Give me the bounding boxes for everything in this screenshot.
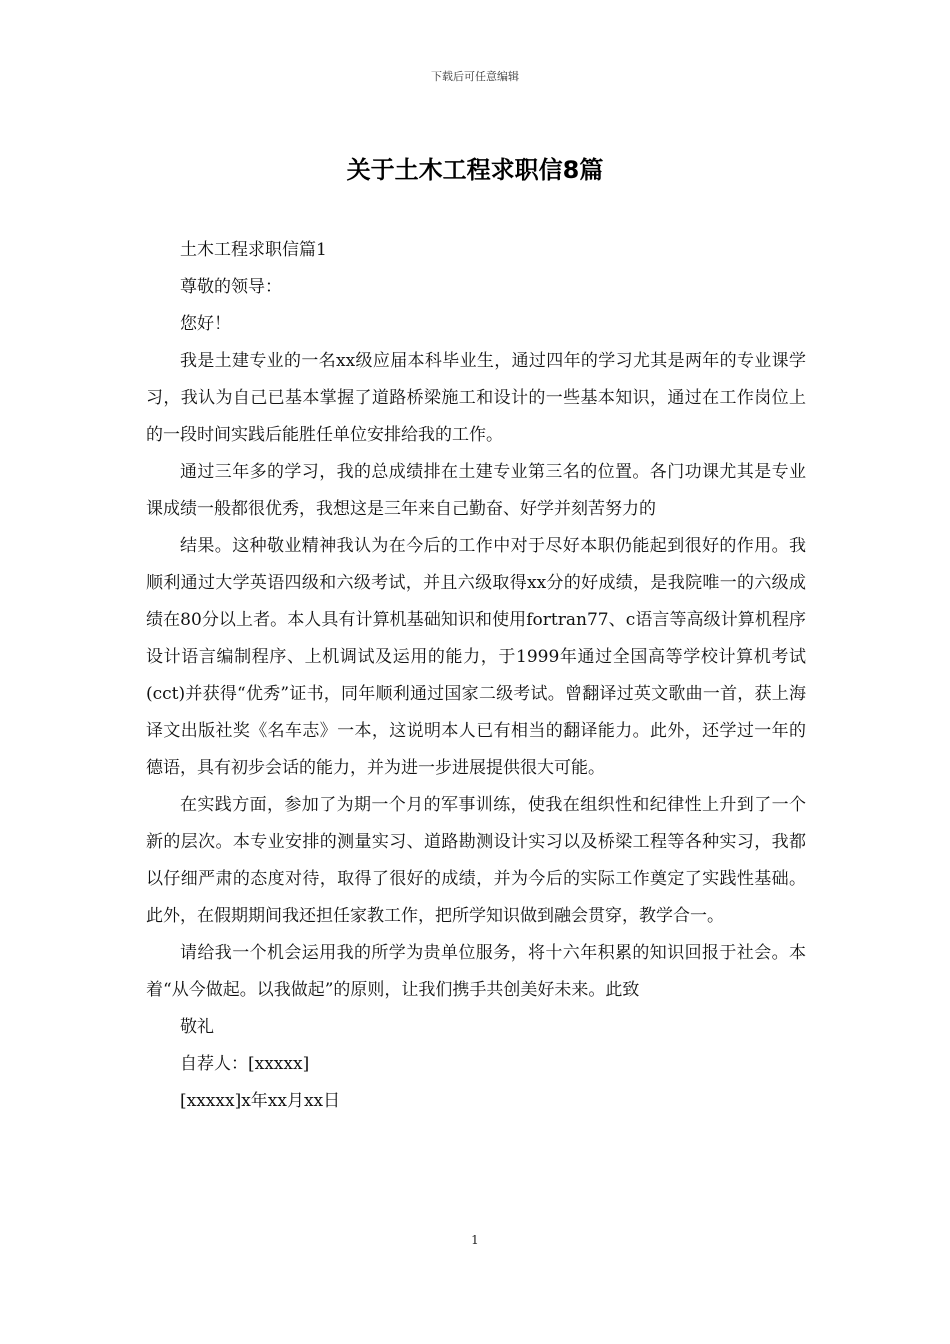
header-note: 下载后可任意编辑 [431, 70, 519, 83]
salutation: 尊敬的领导： [180, 277, 282, 297]
letter-body [146, 232, 806, 1120]
paragraph: 我是土建专业的一名xx级应届本科毕业生，通过四年的学习尤其是两年的专业课学习，我认为自己已基本掌握了道路桥梁施工和设计的一些基本知识，通过在工作岗位上的一段时间实践后能胜任单位安排给我的工作。 [146, 351, 806, 445]
paragraph: 在实践方面，参加了为期一个月的军事训练，使我在组织性和纪律性上升到了一个新的层次。本专业安排的测量实习、道路勘测设计实习以及桥梁工程等各种实习，我都以仔细严肃的态度对待，取得了很好的成绩，并为今后的实际工作奠定了实践性基础。此外，在假期期间我还担任家教工作，把所学知识做到融会贯穿，教学合一。 [146, 795, 806, 926]
page-number: 1 [471, 1233, 479, 1247]
signature: 自荐人：[xxxxx] [180, 1054, 310, 1074]
paragraph: 通过三年多的学习，我的总成绩排在土建专业第三名的位置。各门功课尤其是专业课成绩一般都很优秀，我想这是三年来自己勤奋、好学并刻苦努力的 [146, 462, 806, 519]
closing: 敬礼 [180, 1017, 214, 1037]
paragraph: 请给我一个机会运用我的所学为贵单位服务，将十六年积累的知识回报于社会。本着“从今做起。以我做起”的原则，让我们携手共创美好未来。此致 [146, 943, 806, 1000]
document-title: 关于土木工程求职信8篇 [346, 156, 604, 184]
date-line: [xxxxx]x年xx月xx日 [180, 1091, 341, 1111]
greeting: 您好！ [180, 314, 231, 334]
paragraph: 结果。这种敬业精神我认为在今后的工作中对于尽好本职仍能起到很好的作用。我顺利通过大学英语四级和六级考试，并且六级取得xx分的好成绩，是我院唯一的六级成绩在80分以上者。本人具有计算机基础知识和使用fortran77、c语言等高级计算机程序设计语言编制程序、上机调试及运用的能力，于1999年通过全国高等学校计算机考试(cct)并获得“优秀”证书，同年顺利通过国家二级考试。曾翻译过英文歌曲一首，获上海译文出版社奖《名车志》一本，这说明本人已有相当的翻译能力。此外，还学过一年的德语，具有初步会话的能力，并为进一步进展提供很大可能。 [146, 536, 806, 778]
section-heading: 土木工程求职信篇1 [180, 240, 327, 260]
